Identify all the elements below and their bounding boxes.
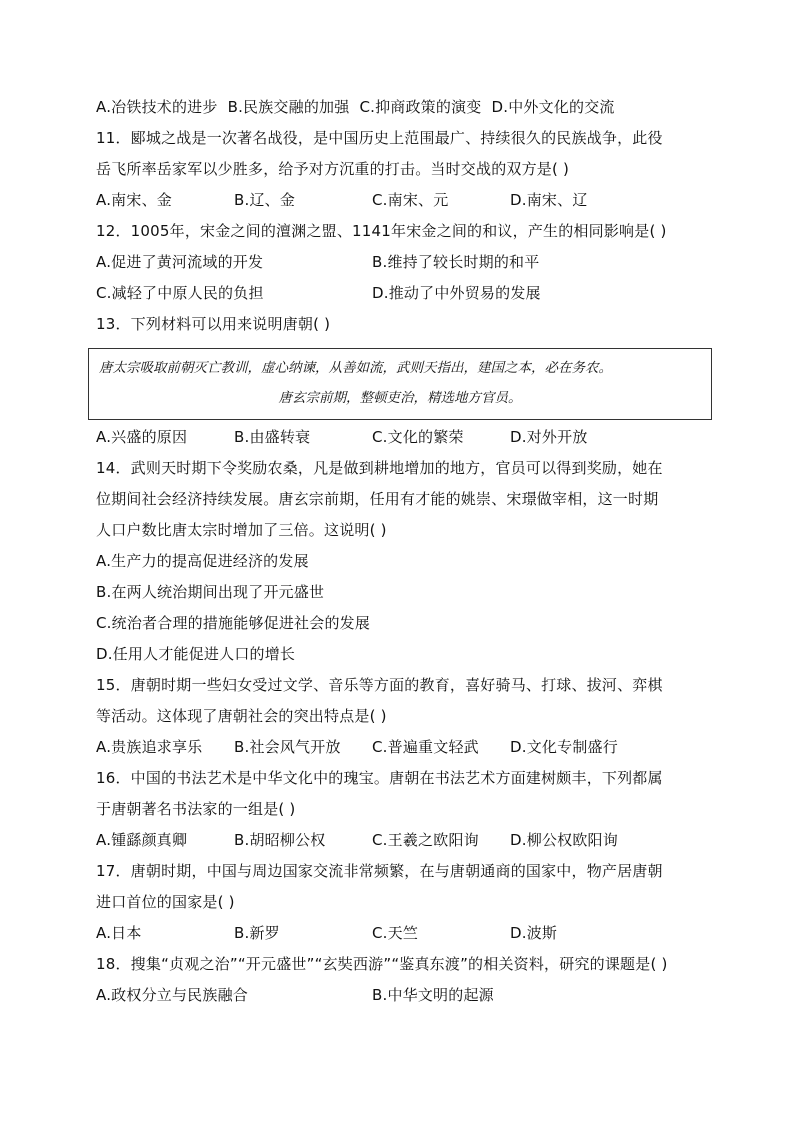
q12-options-row-2 — [96, 278, 734, 309]
q18-options-row-1 — [96, 980, 734, 1011]
q14-stem-line-1: 14．武则天时期下令奖励农桑，凡是做到耕地增加的地方，官员可以得到奖励，她在 — [96, 459, 663, 477]
q10-option-d: D.中外文化的交流 — [491, 98, 615, 116]
q12-option-c: C.减轻了中原人民的负担 — [96, 284, 264, 302]
q17-stem-line-2: 进口首位的国家是( ) — [96, 893, 235, 911]
q11-stem-line-2: 岳飞所率岳家军以少胜多，给予对方沉重的打击。当时交战的双方是( ) — [96, 160, 570, 178]
q18-option-a: A.政权分立与民族融合 — [96, 986, 248, 1004]
q11-options — [96, 185, 734, 216]
q11-option-b: B.辽、金 — [234, 191, 296, 209]
q13-option-b: B.由盛转衰 — [234, 428, 311, 446]
q16-stem-line-1: 16．中国的书法艺术是中华文化中的瑰宝。唐朝在书法艺术方面建树颇丰，下列都属 — [96, 769, 663, 787]
q16-options — [96, 825, 734, 856]
q14-option-d: D.任用人才能促进人口的增长 — [96, 645, 296, 663]
q10-option-c: C.抑商政策的演变 — [359, 98, 482, 116]
q12-option-d: D.推动了中外贸易的发展 — [372, 284, 541, 302]
q10-option-a: A.冶铁技术的进步 — [96, 98, 218, 116]
q15-option-c: C.普遍重文轻武 — [372, 738, 479, 756]
q18-stem-line-1: 18．搜集“贞观之治”“开元盛世”“玄奘西游”“鉴真东渡”的相关资料，研究的课题是( ) — [96, 955, 668, 973]
q11-stem-line-1: 11．郾城之战是一次著名战役，是中国历史上范围最广、持续很久的民族战争，此役 — [96, 129, 663, 147]
q15-options — [96, 732, 734, 763]
q13-option-c: C.文化的繁荣 — [372, 428, 464, 446]
q17-option-d: D.波斯 — [510, 924, 558, 942]
q15-option-b: B.社会风气开放 — [234, 738, 341, 756]
q13-material-box — [88, 348, 712, 420]
q16-stem-line-2: 于唐朝著名书法家的一组是( ) — [96, 800, 296, 818]
q17-options — [96, 918, 734, 949]
q16-option-d: D.柳公权欧阳询 — [510, 831, 618, 849]
q12-options-row-1 — [96, 247, 734, 278]
q15-stem-line-2: 等活动。这体现了唐朝社会的突出特点是( ) — [96, 707, 387, 725]
q15-option-d: D.文化专制盛行 — [510, 738, 618, 756]
q16-option-a: A.锺繇颜真卿 — [96, 831, 188, 849]
q14-option-b: B.在两人统治期间出现了开元盛世 — [96, 583, 325, 601]
q13-option-a: A.兴盛的原因 — [96, 428, 188, 446]
q10-options — [96, 92, 734, 123]
q17-option-a: A.日本 — [96, 924, 142, 942]
q14-stem-line-2: 位期间社会经济持续发展。唐玄宗前期，任用有才能的姚崇、宋璟做宰相，这一时期 — [96, 490, 659, 508]
q13-material-line-2: 唐玄宗前期，整顿吏治，精选地方官员。 — [278, 390, 522, 406]
q13-options — [96, 422, 734, 453]
q17-option-b: B.新罗 — [234, 924, 280, 942]
q13-option-d: D.对外开放 — [510, 428, 588, 446]
q11-option-c: C.南宋、元 — [372, 191, 449, 209]
q12-stem-line-1: 12．1005年，宋金之间的澶渊之盟、1141年宋金之间的和议，产生的相同影响是( ) — [96, 222, 667, 240]
q15-option-a: A.贵族追求享乐 — [96, 738, 203, 756]
q13-material-line-1: 唐太宗吸取前朝灭亡教训，虚心纳谏，从善如流，武则天指出，建国之本，必在务农。 — [99, 360, 612, 376]
q17-stem-line-1: 17．唐朝时期，中国与周边国家交流非常频繁，在与唐朝通商的国家中，物产居唐朝 — [96, 862, 663, 880]
q16-option-c: C.王羲之欧阳询 — [372, 831, 479, 849]
q11-option-a: A.南宋、金 — [96, 191, 172, 209]
q11-option-d: D.南宋、辽 — [510, 191, 588, 209]
q14-stem-line-3: 人口户数比唐太宗时增加了三倍。这说明( ) — [96, 521, 387, 539]
q12-option-a: A.促进了黄河流域的开发 — [96, 253, 264, 271]
q13-stem-line-1: 13．下列材料可以用来说明唐朝( ) — [96, 315, 331, 333]
q16-option-b: B.胡昭柳公权 — [234, 831, 326, 849]
q15-stem-line-1: 15．唐朝时期一些妇女受过文学、音乐等方面的教育，喜好骑马、打球、拔河、弈棋 — [96, 676, 663, 694]
q12-option-b: B.维持了较长时期的和平 — [372, 253, 540, 271]
q18-option-b: B.中华文明的起源 — [372, 986, 494, 1004]
q10-option-b: B.民族交融的加强 — [227, 98, 350, 116]
q14-option-c: C.统治者合理的措施能够促进社会的发展 — [96, 614, 371, 632]
q17-option-c: C.天竺 — [372, 924, 419, 942]
q14-option-a: A.生产力的提高促进经济的发展 — [96, 552, 309, 570]
